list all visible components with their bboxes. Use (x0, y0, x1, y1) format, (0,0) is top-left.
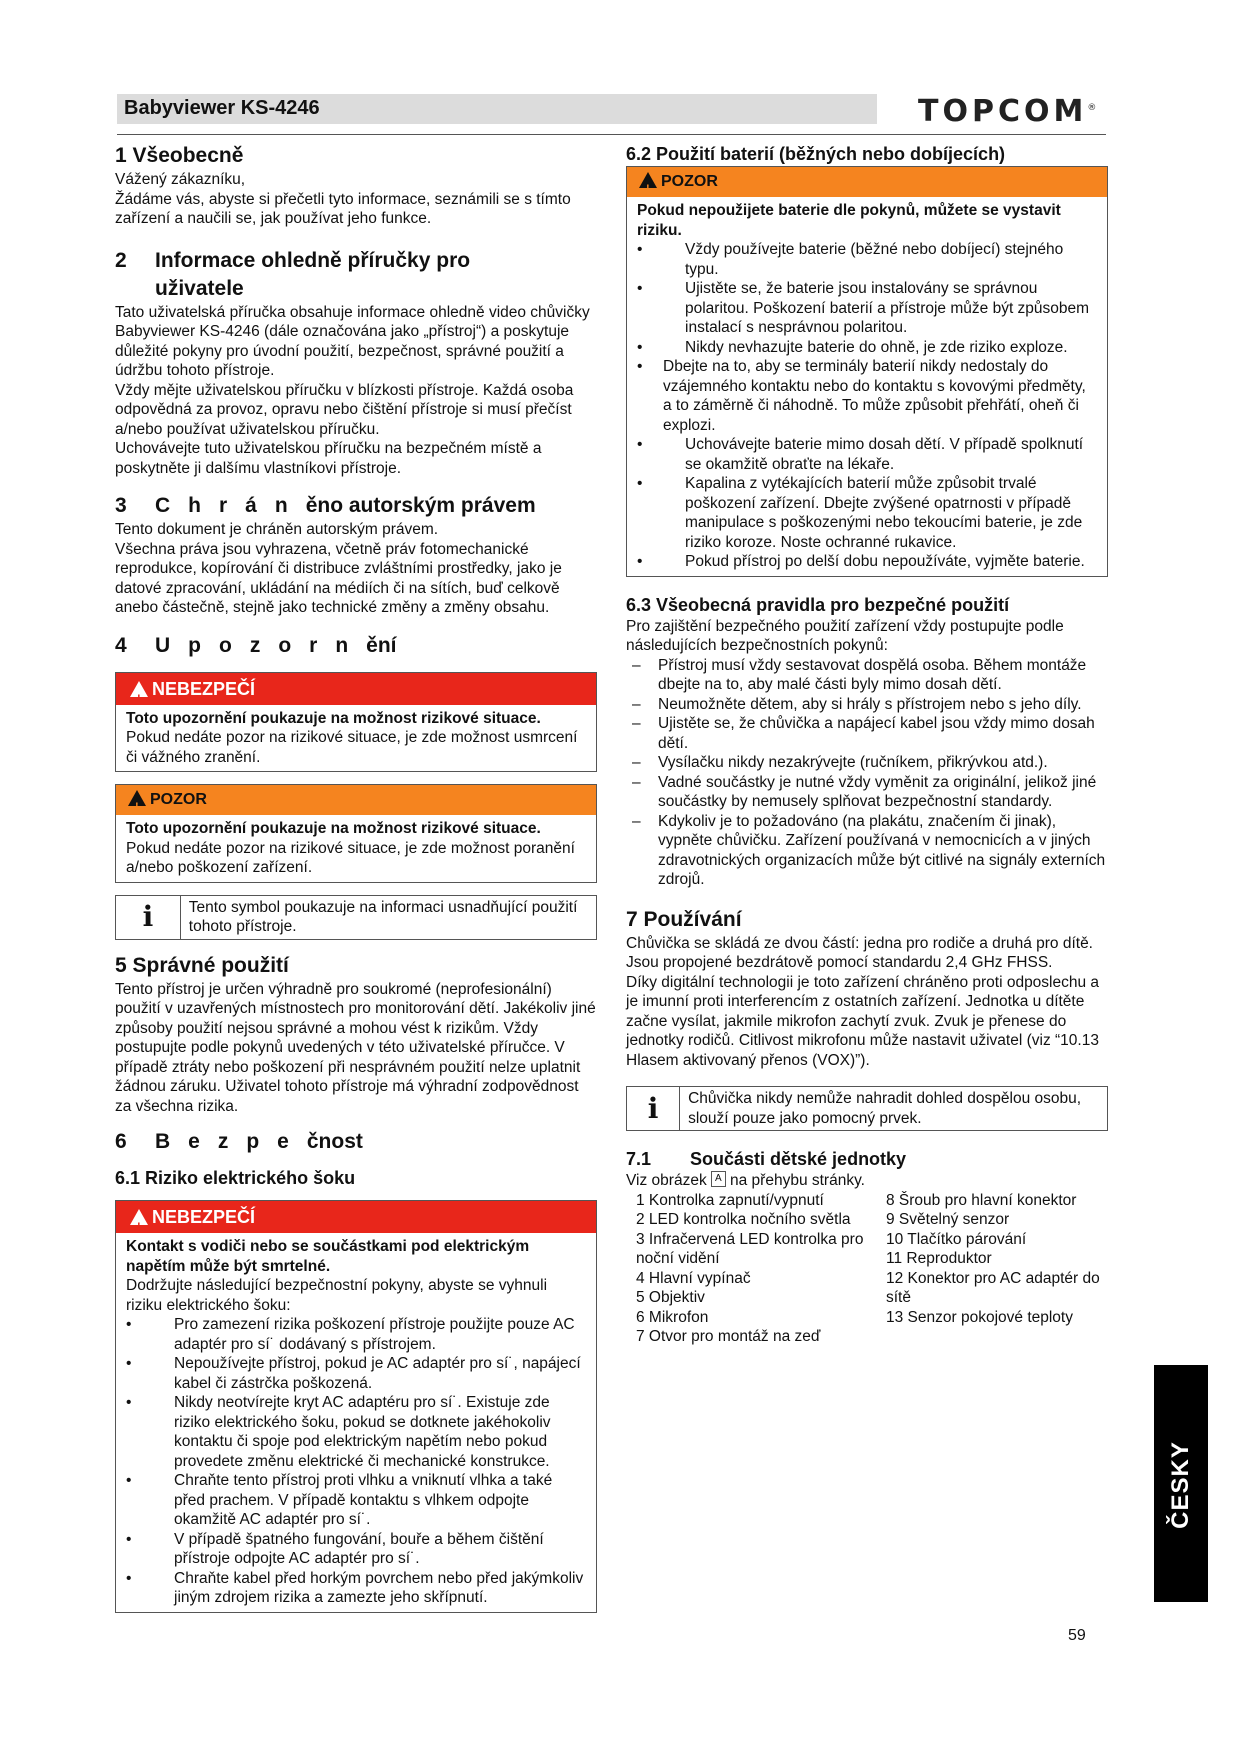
section-4-number: 4 (115, 633, 127, 657)
s3-paragraph-1: Tento dokument je chráněn autorským právem. (115, 521, 439, 538)
list-item: • Kapalina z vytékajících baterií může způsobit trvalé poškození zařízení. Dbejte zvýšené opatrnosti v případě manipulace s poškozenými nebo tekoucími baterie, je zde riziko koroze. Noste ochranné rukavice. (637, 474, 1097, 552)
caution-label: POZOR (150, 791, 207, 808)
list-item: 8 Šroub pro hlavní konektor (886, 1191, 1077, 1209)
info-icon: i (627, 1087, 680, 1130)
danger-label: NEBEZPEČÍ (152, 1207, 256, 1227)
list-item: • Pokud přístroj po delší dobu nepoužíváte, vyjměte baterie. (637, 552, 1097, 572)
info-box (626, 1086, 1108, 1131)
section-6-title-rest: čnost (306, 1130, 363, 1153)
list-item: – Neumožněte dětem, aby si hrály s přístrojem nebo s jeho díly. (626, 695, 1108, 715)
document-title: Babyviewer KS-4246 (124, 97, 320, 119)
danger-header (116, 1201, 596, 1233)
battery-bold-text: Pokud nepoužijete baterie dle pokynů, můžete se vystavit riziku. (637, 202, 1061, 239)
caution-header (116, 785, 596, 815)
list-item: • Chraňte tento přístroj proti vlhku a vniknutí vlhka a také před prachem. V případě kontaktu s vlhkem odpojte okamžitě AC adaptér pro sí˙. (126, 1471, 586, 1530)
section-7-1-number: 7.1 (626, 1149, 652, 1169)
section-1-heading: 1 Všeobecně (115, 144, 244, 167)
brand-logo (918, 94, 1096, 129)
figure-reference: A (711, 1171, 726, 1187)
section-2-title: Informace ohledně příručky pro uživatele (155, 248, 471, 300)
list-item: • Chraňte kabel před horkým povrchem nebo před jakýmkoliv jiným zdrojem rizika a zamezte jeho skřípnutí. (126, 1569, 586, 1608)
danger-label: NEBEZPEČÍ (152, 678, 256, 699)
list-item: • Nikdy nevhazujte baterie do ohně, je zde riziko exploze. (637, 338, 1097, 358)
list-item: – Kdykoliv je to požadováno (na plakátu, značením či jinak), vypněte chůvičku. Zařízení používaná v nemocnicích a v jiných zdravotnických organizacích může být citlivé na signály externích zdrojů. (626, 812, 1108, 890)
list-item: • V případě špatného fungování, bouře a během čištění přístroje odpojte AC adaptér pro sí˙. (126, 1530, 586, 1569)
s3-paragraph-2: Všechna práva jsou vyhrazena, včetně práv fotomechanické reprodukce, kopírování či distribuce zvláštními prostředky, jako je datové zpracování, ukládání na médiích či na sítích, buď celkově anebo částečně, stejně jako technické změny a změny obsahu. (115, 540, 562, 616)
section-3-heading (115, 492, 597, 520)
warning-triangle-icon (639, 172, 657, 188)
section-4-title-rest: ění (366, 633, 397, 657)
danger-bold-text: Toto upozornění poukazuje na možnost rizikové situace. (126, 709, 541, 727)
section-2-number: 2 (115, 248, 127, 272)
warning-triangle-icon (130, 681, 148, 697)
shock-bold-text: Kontakt s vodiči nebo se součástkami pod elektrickým napětím může být smrtelné. (126, 1238, 530, 1275)
list-item: 12 Konektor pro AC adaptér do sítě (886, 1269, 1100, 1306)
list-item: 13 Senzor pokojové teploty (886, 1308, 1073, 1326)
list-item: – Vadné součástky je nutné vždy vyměnit za originální, jelikož jiné součástky by nemusely splňovat bezpečnostní standardy. (626, 773, 1108, 812)
list-item: • Uchovávejte baterie mimo dosah dětí. V případě spolknutí se okamžitě obraťte na lékaře. (637, 435, 1097, 474)
section-3-title-rest: ěno autorským právem (305, 494, 536, 517)
s7-paragraph-2: Díky digitální technologii je toto zařízení chráněno proti odposlechu a je imunní proti interferencím z ostatních zařízení. Jednotka u dítěte začne vysílat, jakmile mikrofon zachytí zvuk. Zvuk je přenese do jednotky rodičů. Citlivost mikrofonu může nastavit uživatel (viz “10.13 Hlasem aktivovaný přenos (VOX)”). (626, 973, 1100, 1069)
list-item: 7 Otvor pro montáž na zeď (636, 1328, 821, 1345)
info-text: Chůvička nikdy nemůže nahradit dohled dospělou osobu, slouží pouze jako pomocný prvek. (688, 1090, 1082, 1127)
page-number: 59 (1068, 1627, 1086, 1644)
section-5-heading: 5 Správné použití (115, 953, 289, 977)
section-7-1-title: Součásti dětské jednotky (690, 1149, 907, 1169)
list-item: 9 Světelný senzor (886, 1211, 1010, 1228)
section-6-1-heading: 6.1 Riziko elektrického šoku (115, 1168, 356, 1188)
s7-paragraph-1: Chůvička se skládá ze dvou částí: jedna pro rodiče a druhá pro dítě. Jsou propojené bezdrátově pomocí standardu 2,4 GHz FHSS. (626, 934, 1093, 971)
s2-paragraph-2: Vždy mějte uživatelskou příručku v blízkosti přístroje. Každá osoba odpovědná za provoz, opravu nebo čištění přístroje si musí přečíst a/nebo používat uživatelskou příručku. (115, 381, 574, 438)
section-3-title-spaced: Chrán (155, 494, 306, 517)
s63-intro: Pro zajištění bezpečného použití zařízení vždy postupujte podle následujících bezpečnostních pokynů: (626, 617, 1064, 654)
parts-list-right (886, 1191, 1111, 1347)
section-7-1-heading (626, 1147, 1108, 1171)
section-4-title-spaced: Upozorn (155, 633, 367, 657)
section-6-number: 6 (115, 1130, 127, 1153)
brand-logo-text: TOPCOM (918, 94, 1088, 129)
danger-header (116, 673, 596, 705)
caution-bold-text: Toto upozornění poukazuje na možnost rizikové situace. (126, 820, 541, 837)
list-item: – Ujistěte se, že chůvička a napájecí kabel jsou vždy mimo dosah dětí. (626, 714, 1108, 753)
safety-rules-list (626, 656, 1108, 890)
caution-label: POZOR (661, 173, 718, 190)
list-item: 4 Hlavní vypínač (636, 1269, 751, 1287)
list-item: 3 Infračervená LED kontrolka pro noční vidění (636, 1230, 864, 1267)
s2-paragraph-1: Tato uživatelská příručka obsahuje informace ohledně video chůvičky Babyviewer KS-4246 (dále označována jako „přístroj“) a poskytuje důležité pokyny pro úvodní použití, bezpečnost, správné použití a údržbu tohoto přístroje. (115, 303, 590, 379)
s71-intro (626, 1171, 1108, 1191)
caution-box (115, 784, 597, 883)
info-text: Tento symbol poukazuje na informaci usnadňující použití tohoto přístroje. (188, 898, 578, 935)
header-divider (117, 134, 1106, 135)
list-item: • Nepoužívejte přístroj, pokud je AC adaptér pro sí˙, napájecí kabel či zástrčka poškozená. (126, 1354, 586, 1393)
s71-intro-b: na přehybu stránky. (730, 1172, 865, 1189)
s71-intro-a: Viz obrázek (626, 1172, 707, 1189)
s5-paragraph: Tento přístroj je určen výhradně pro soukromé (neprofesionální) použití v uzavřených místnostech pro monitorování dětí. Jakékoliv jiné způsoby použití nejsou správné a mohou vést k rizikům. Vždy postupujte podle pokynů uvedených v této uživatelské příručce. V případě ztráty nebo poškození při nesprávném použití nelze uplatnit žádnou záruku. Uživatel tohoto přístroje má výhradní zodpovědnost za všechna rizika. (115, 980, 596, 1115)
parts-list-left (636, 1191, 886, 1347)
list-item: 6 Mikrofon (636, 1308, 709, 1326)
caution-header (627, 167, 1107, 197)
left-column (115, 142, 597, 1613)
list-item: • Vždy používejte baterie (běžné nebo dobíjecí) stejného typu. (637, 240, 1097, 279)
section-6-heading (115, 1128, 597, 1156)
info-box (115, 895, 597, 940)
info-icon: i (116, 896, 181, 939)
danger-text: Pokud nedáte pozor na rizikové situace, je zde možnost usmrcení či vážného zranění. (126, 729, 578, 766)
electric-shock-danger-box (115, 1200, 597, 1613)
warning-triangle-icon (128, 790, 146, 806)
section-2-heading (115, 247, 597, 303)
list-item: • Dbejte na to, aby se terminály baterií nikdy nedostaly do vzájemného kontaktu nebo do kontaktu s kovovými předměty, a to záměrně či náhodně. To může způsobit přehřátí, oheň či explozi. (637, 357, 1097, 435)
list-item: – Přístroj musí vždy sestavovat dospělá osoba. Během montáže dbejte na to, aby malé části byly mimo dosah dětí. (626, 656, 1108, 695)
warning-triangle-icon (130, 1209, 148, 1225)
language-tab-label: ČESKY (1167, 1441, 1194, 1529)
right-column (626, 142, 1108, 1347)
s1-intro: Žádáme vás, abyste si přečetli tyto informace, seznámili se s tímto zařízení a naučili se, jak používat jeho funkce. (115, 190, 571, 227)
list-item: 10 Tlačítko párování (886, 1230, 1027, 1248)
list-item: 11 Reproduktor (886, 1250, 992, 1267)
battery-list (637, 240, 1097, 572)
s1-greeting: Vážený zákazníku, (115, 171, 246, 188)
section-6-title-spaced: Bezpe (155, 1130, 307, 1153)
section-6-3-heading: 6.3 Všeobecná pravidla pro bezpečné použití (626, 594, 1010, 615)
list-item: • Pro zamezení rizika poškození přístroje použijte pouze AC adaptér pro sí˙ dodávaný s přístrojem. (126, 1315, 586, 1354)
section-3-number: 3 (115, 494, 127, 517)
section-6-2-heading: 6.2 Použití baterií (běžných nebo dobíjecích) (626, 144, 1006, 164)
shock-list (126, 1315, 586, 1608)
shock-intro: Dodržujte následující bezpečnostní pokyny, abyste se vyhnuli riziku elektrického šoku: (126, 1277, 548, 1314)
danger-box (115, 672, 597, 773)
section-4-heading (115, 632, 597, 660)
list-item: • Nikdy neotvírejte kryt AC adaptéru pro sí˙. Existuje zde riziko elektrického šoku, pokud se dotknete jakéhokoliv kontaktu či spoje pod elektrickým napětím nebo pokud provedete změnu elektrické či mechanické konstrukce. (126, 1393, 586, 1471)
caution-text: Pokud nedáte pozor na rizikové situace, je zde možnost poranění a/nebo poškození zařízení. (126, 839, 575, 876)
section-7-heading: 7 Používání (626, 907, 742, 931)
list-item: 1 Kontrolka zapnutí/vypnutí (636, 1191, 824, 1209)
registered-mark: ® (1087, 103, 1097, 113)
list-item: 2 LED kontrolka nočního světla (636, 1211, 851, 1228)
list-item: 5 Objektiv (636, 1289, 705, 1306)
list-item: • Ujistěte se, že baterie jsou instalovány se správnou polaritou. Poškození baterií a přístroje může být způsobem instalací s nesprávnou polaritou. (637, 279, 1097, 338)
parts-list (626, 1191, 1108, 1347)
battery-caution-box (626, 166, 1108, 577)
s2-paragraph-3: Uchovávejte tuto uživatelskou příručku na bezpečném místě a poskytněte ji dalšímu vlastníkovi přístroje. (115, 440, 542, 477)
list-item: – Vysílačku nikdy nezakrývejte (ručníkem, přikrývkou atd.). (626, 753, 1108, 773)
